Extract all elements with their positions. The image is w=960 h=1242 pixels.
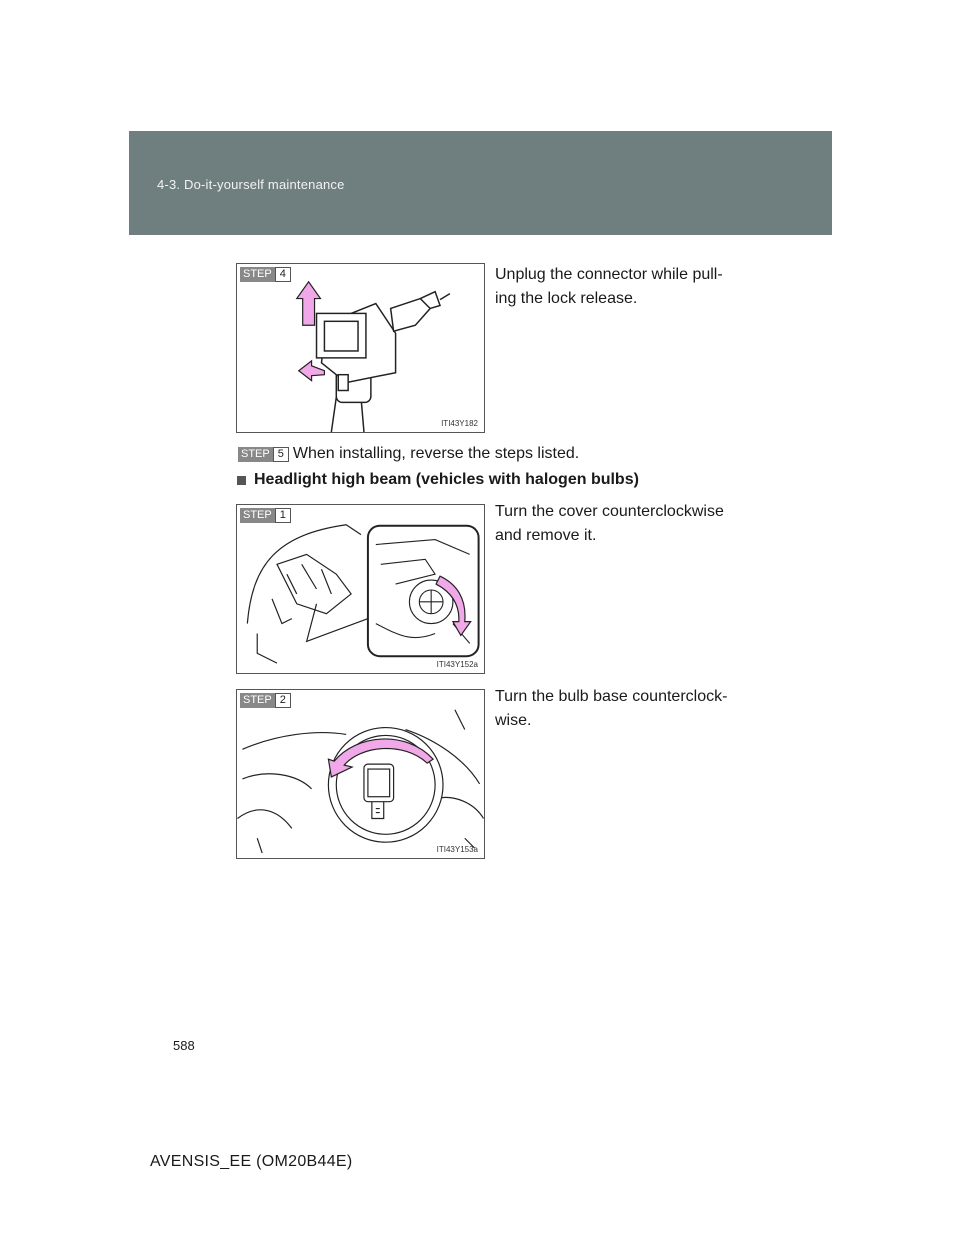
hb-step1-text-line2: and remove it.: [495, 527, 597, 544]
square-bullet-icon: [237, 476, 246, 485]
step-label: STEP: [240, 267, 275, 282]
figure-code: ITI43Y153a: [436, 845, 478, 854]
step5-line: [238, 445, 579, 463]
step-number: 4: [275, 267, 291, 282]
step4-text-line1: Unplug the connector while pull-: [495, 266, 723, 283]
hb-step2-text-line2: wise.: [495, 712, 532, 729]
footer-model: AVENSIS_EE (OM20B44E): [150, 1153, 353, 1170]
step-label: STEP: [240, 508, 275, 523]
step-label: STEP: [240, 693, 275, 708]
hb-step1-tag: [240, 508, 291, 523]
hb-step1-text-line1: Turn the cover counterclockwise: [495, 503, 724, 520]
hb-step2-text-line1: Turn the bulb base counterclock-: [495, 688, 728, 705]
hb-step2-figure: [236, 689, 485, 859]
step-number: 5: [273, 447, 289, 462]
step4-figure: [236, 263, 485, 433]
bulb-base-illustration: [237, 690, 484, 858]
hb-step2-tag: [240, 693, 291, 708]
section-title: 4-3. Do-it-yourself maintenance: [157, 177, 345, 192]
figure-code: ITI43Y182: [441, 419, 478, 428]
page-number: 588: [173, 1038, 195, 1053]
subheading: [237, 471, 639, 489]
bulb-connector-illustration: [237, 264, 484, 432]
step4-tag: [240, 267, 291, 282]
step-number: 2: [275, 693, 291, 708]
step-label: STEP: [238, 447, 273, 462]
step4-text-line2: ing the lock release.: [495, 290, 638, 307]
figure-code: ITI43Y152a: [436, 660, 478, 669]
step5-text: When installing, reverse the steps listed.: [292, 445, 580, 462]
hb-step1-figure: [236, 504, 485, 674]
step-number: 1: [275, 508, 291, 523]
subheading-text: Headlight high beam (vehicles with halogen bulbs): [254, 471, 639, 488]
headlight-cover-illustration: [237, 505, 484, 673]
